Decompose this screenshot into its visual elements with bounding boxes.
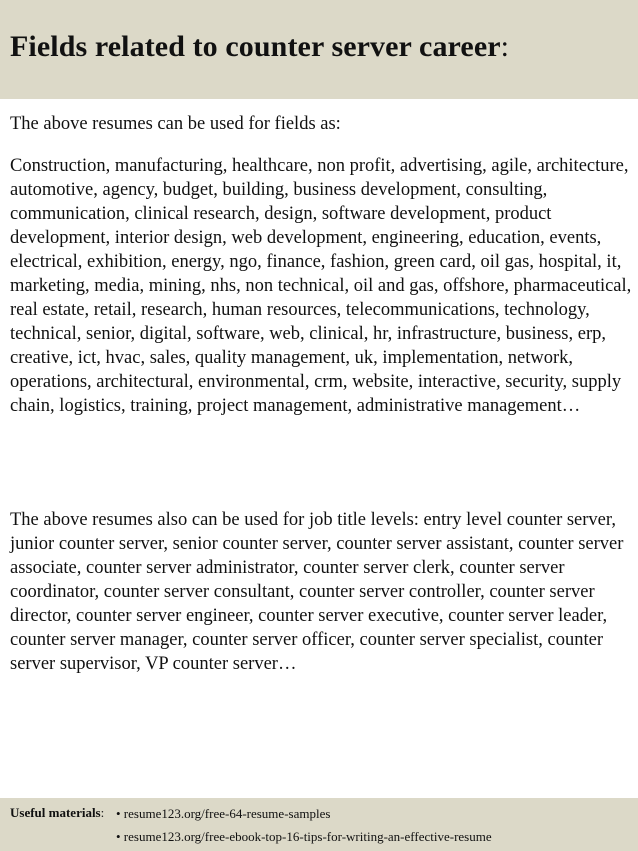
ebook-tips-link[interactable]: • resume123.org/free-ebook-top-16-tips-for-writing-an-effective-resume: [116, 829, 492, 844]
useful-materials-label-text: Useful materials: [10, 805, 101, 820]
fields-paragraph: Construction, manufacturing, healthcare, non profit, advertising, agile, architecture, automotive, agency, budget, building, business development, consulting, communication, clinical research, design, software development, product development, interior design, web development, engineering, education, events, electrical, exhibition, energy, ngo, finance, fashion, green card, oil gas, hospital, it, marketing, media, mining, nhs, non technical, oil and gas, offshore, pharmaceutical, real estate, retail, research, human resources, telecommunications, technology, technical, senior, digital, software, web, clinical, hr, infrastructure, business, erp, creative, ict, hvac, sales, quality management, uk, implementation, network, operations, architectural, environmental, crm, website, interactive, security, supply chain, logistics, training, project management, administrative management…: [10, 156, 632, 416]
resume-samples-link[interactable]: • resume123.org/free-64-resume-samples: [116, 806, 331, 821]
page-title-colon: :: [500, 30, 510, 63]
job-levels-paragraph: The above resumes also can be used for job title levels: entry level counter server, junior counter server, senior counter server, counter server assistant, counter server associate, counter server administrator, counter server clerk, counter server coordinator, counter server consultant, counter server controller, counter server director, counter server engineer, counter server executive, counter server leader, counter server manager, counter server officer, counter server specialist, counter server supervisor, VP counter server…: [10, 510, 624, 674]
intro-text: The above resumes can be used for fields as:: [10, 114, 341, 134]
page-title-text: Fields related to counter server career: [10, 30, 501, 63]
useful-materials-colon: :: [100, 805, 105, 820]
useful-materials-label: [10, 805, 104, 821]
page-title: [10, 30, 509, 64]
